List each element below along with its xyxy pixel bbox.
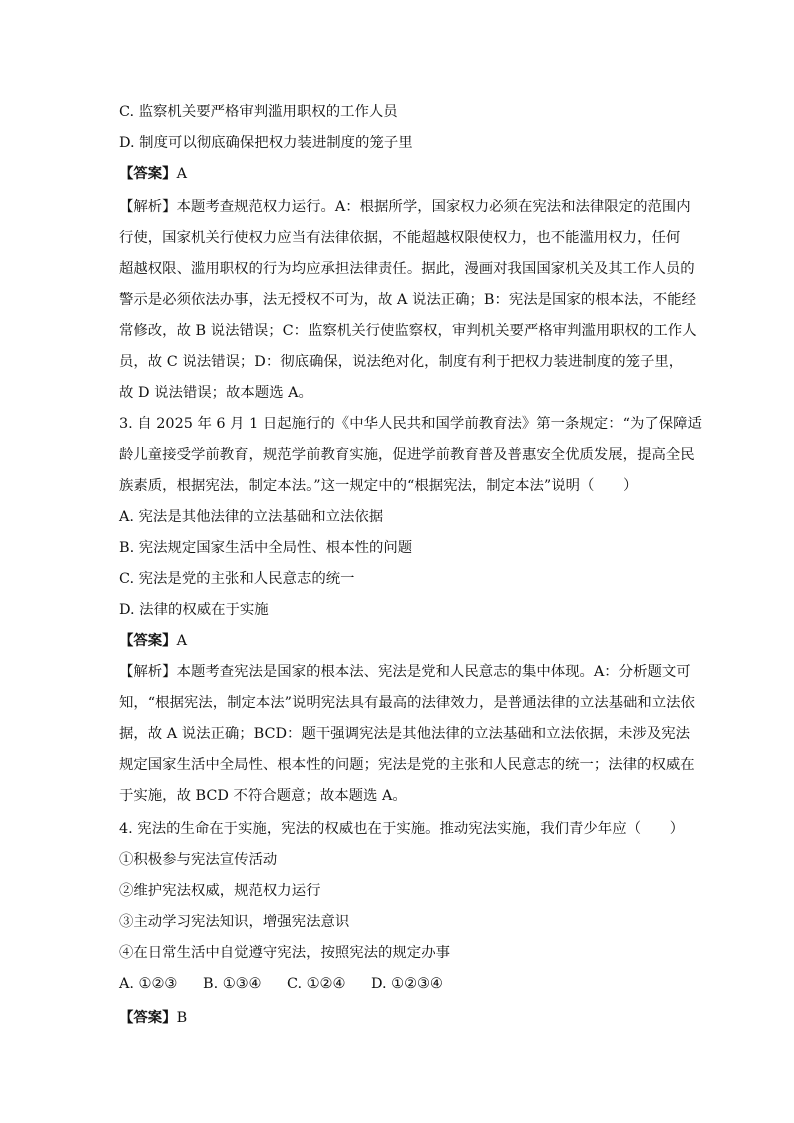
q4-stem: 4. 宪法的生命在于实施，宪法的权威也在于实施。推动宪法实施，我们青少年应（ ）: [119, 821, 685, 837]
q2-analysis-line: 故 D 说法错误；故本题选 A。: [119, 385, 313, 401]
q4-item-3: ③主动学习宪法知识，增强宪法意识: [119, 914, 350, 930]
q4-choice-a: A. ①②③: [119, 976, 178, 992]
q4-item-1: ①积极参与宪法宣传活动: [119, 852, 278, 868]
answer-value: A: [176, 633, 187, 649]
q3-option-c: C. 宪法是党的主张和人民意志的统一: [119, 571, 355, 587]
q2-analysis-line: 【解析】本题考查规范权力运行。A：根据所学，国家权力必须在宪法和法律限定的范围内: [119, 199, 691, 215]
q4-choice-b: B. ①③④: [203, 976, 262, 992]
answer-label: 【答案】: [119, 632, 177, 649]
q3-analysis-line: 于实施，故 BCD 不符合题意；故本题选 A。: [119, 788, 407, 804]
q3-analysis-line: 知，“根据宪法，制定本法”说明宪法具有最高的法律效力，是普通法律的立法基础和立法依: [119, 695, 695, 711]
q3-stem-line: 族素质，根据宪法，制定本法。”这一规定中的“根据宪法，制定本法”说明（ ）: [119, 478, 638, 494]
q4-choices: [119, 974, 679, 994]
q3-option-b: B. 宪法规定国家生活中全局性、根本性的问题: [119, 540, 413, 556]
q2-answer: [119, 164, 679, 184]
q3-analysis-line: 据，故 A 说法正确；BCD：题干强调宪法是其他法律的立法基础和立法依据，未涉及宪法: [119, 726, 690, 742]
q2-analysis-line: 员，故 C 说法错误；D：彻底确保，说法绝对化，制度有利于把权力装进制度的笼子里，: [119, 354, 684, 370]
q3-answer: [119, 631, 679, 651]
q3-option-d: D. 法律的权威在于实施: [119, 602, 269, 618]
q3-stem-line: 3. 自 2025 年 6 月 1 日起施行的《中华人民共和国学前教育法》第一条规定：“为了保障适: [119, 416, 702, 432]
answer-value: A: [176, 166, 187, 182]
q2-analysis-line: 警示是必须依法办事，法无授权不可为，故 A 说法正确；B：宪法是国家的根本法，不能经: [119, 292, 696, 308]
q3-stem-line: 龄儿童接受学前教育，规范学前教育实施，促进学前教育普及普惠安全优质发展，提高全民: [119, 447, 695, 463]
answer-label: 【答案】: [119, 165, 177, 182]
q2-analysis-line: 行使，国家机关行使权力应当有法律依据，不能超越权限使权力，也不能滥用权力，任何: [119, 230, 681, 246]
q2-analysis-line: 超越权限、滥用职权的行为均应承担法律责任。据此，漫画对我国国家机关及其工作人员的: [119, 261, 695, 277]
q4-item-2: ②维护宪法权威，规范权力运行: [119, 883, 321, 899]
q4-choice-c: C. ①②④: [287, 976, 346, 992]
q2-option-c: C. 监察机关要严格审判滥用职权的工作人员: [119, 104, 398, 120]
q2-analysis-line: 常修改，故 B 说法错误；C：监察机关行使监察权，审判机关要严格审判滥用职权的工作人: [119, 323, 697, 339]
q3-analysis-line: 【解析】本题考查宪法是国家的根本法、宪法是党和人民意志的集中体现。A：分析题文可: [119, 664, 691, 680]
q3-analysis-line: 规定国家生活中全局性、根本性的问题；宪法是党的主张和人民意志的统一；法律的权威在: [119, 757, 695, 773]
q3-option-a: A. 宪法是其他法律的立法基础和立法依据: [119, 509, 384, 525]
answer-label: 【答案】: [119, 1009, 177, 1026]
q4-item-4: ④在日常生活中自觉遵守宪法，按照宪法的规定办事: [119, 945, 450, 961]
q2-option-d: D. 制度可以彻底确保把权力装进制度的笼子里: [119, 135, 413, 151]
q4-choice-d: D. ①②③④: [371, 976, 443, 992]
q4-answer: [119, 1008, 679, 1028]
answer-value: B: [176, 1010, 188, 1026]
